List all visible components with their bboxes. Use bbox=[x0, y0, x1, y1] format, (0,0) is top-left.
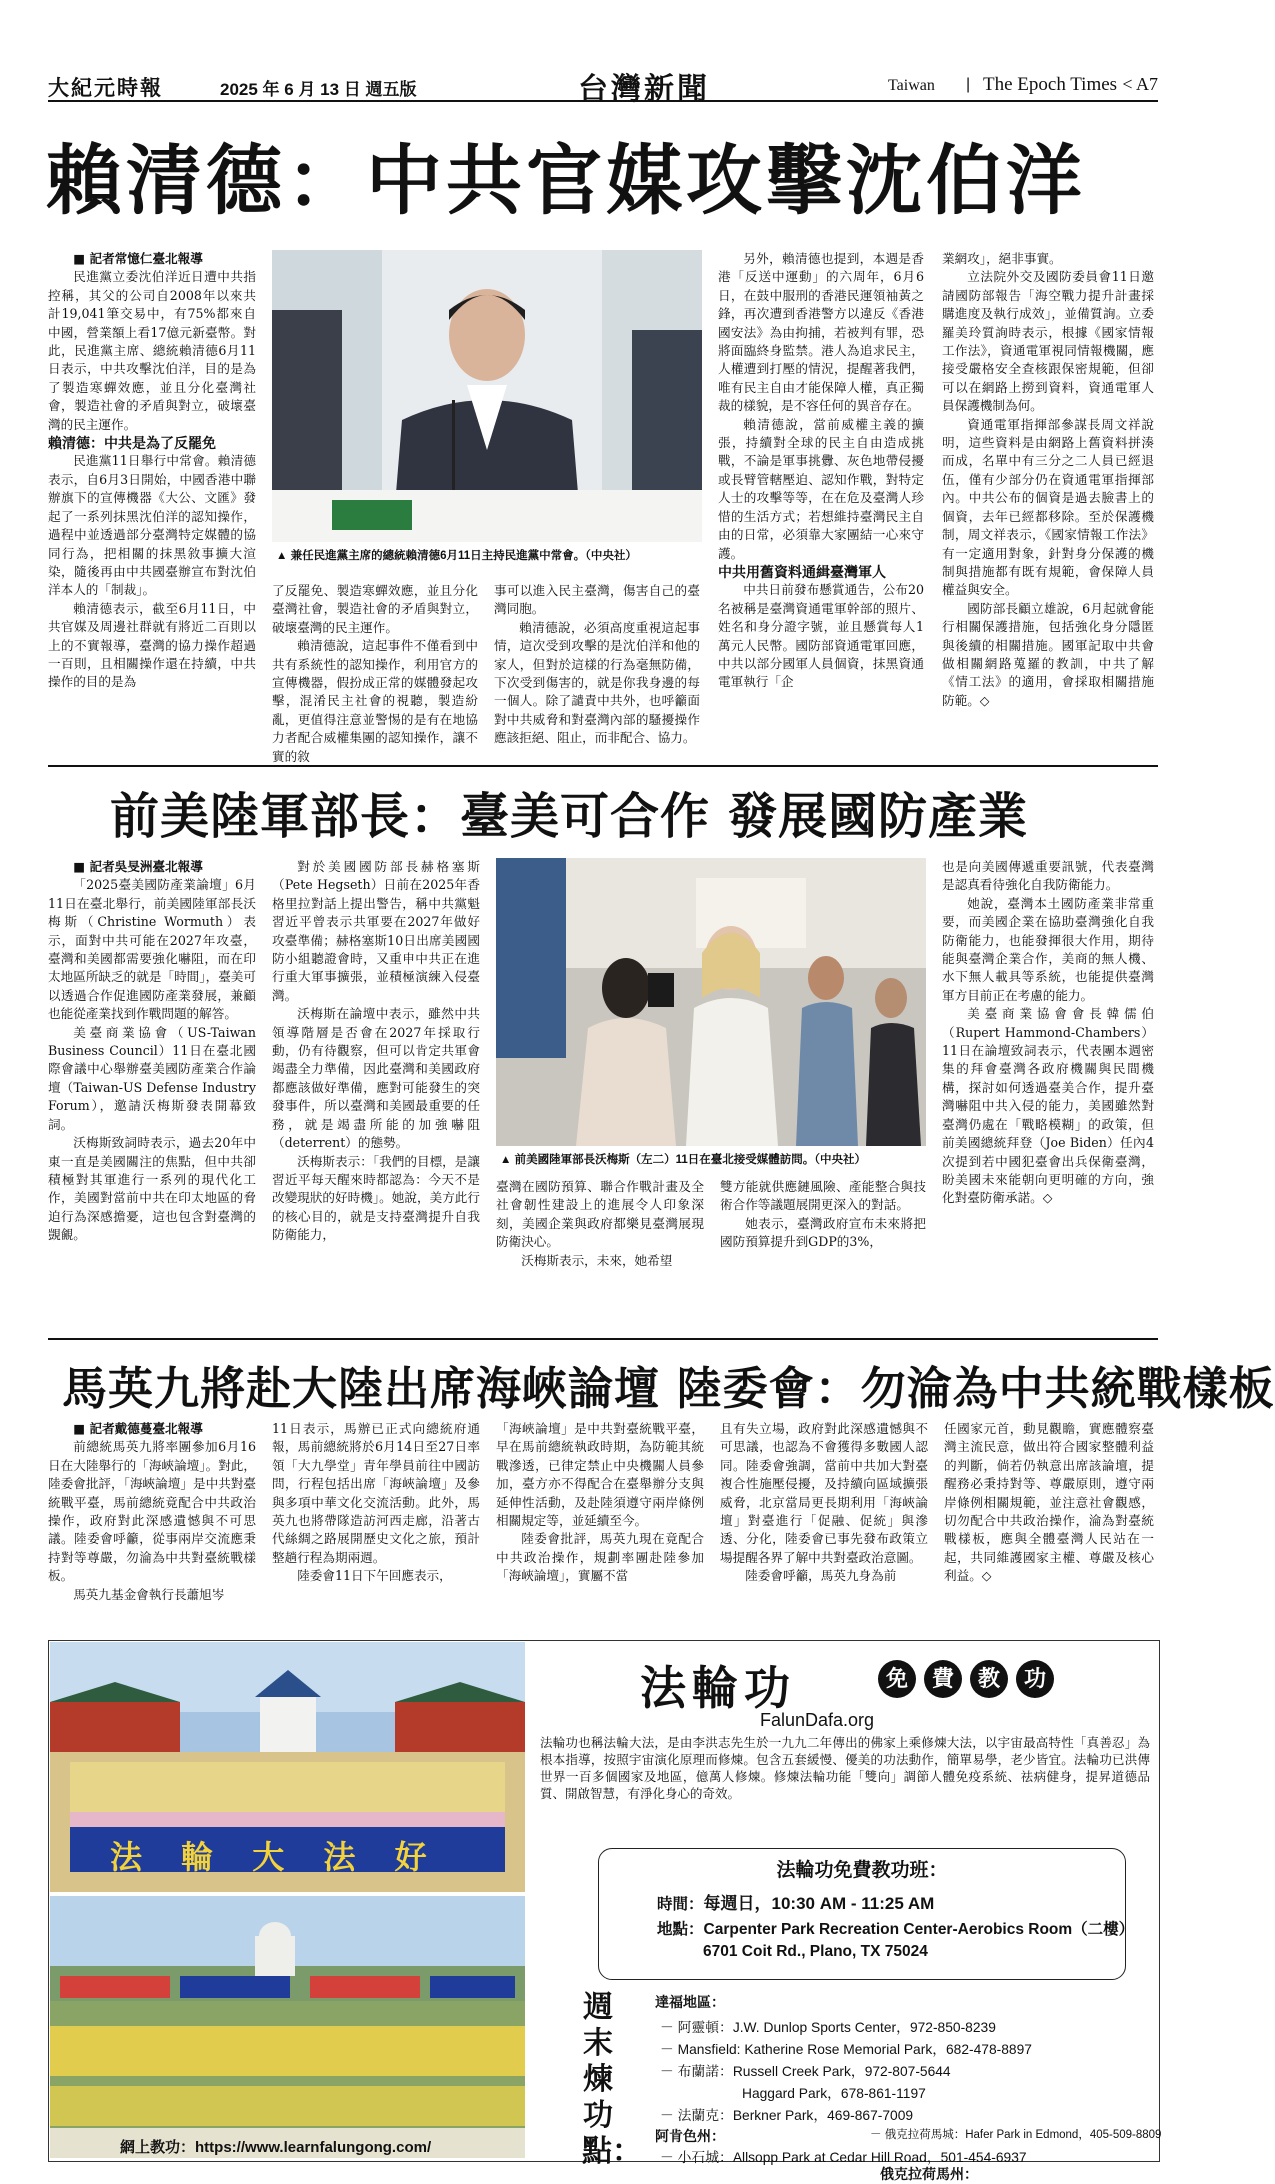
article3-col4 bbox=[720, 1420, 928, 1628]
article1-subhead2: 中共用舊資料通緝臺灣軍人 bbox=[718, 563, 886, 580]
online-class-link[interactable]: 網上教功：https://www.learnfalungong.com/ bbox=[120, 2139, 432, 2156]
article1-col3 bbox=[494, 582, 700, 750]
paragraph: 了反罷免、製造寒蟬效應，並且分化臺灣社會，製造社會的矛盾與對立，破壞臺灣的民主運作。 bbox=[272, 583, 478, 635]
paragraph: 也是向美國傳遞重要訊號，代表臺灣是認真看待強化自我防衛能力。 bbox=[942, 859, 1154, 893]
ad-circle: 功 bbox=[1016, 1660, 1054, 1698]
paragraph: 11日表示，馬辦已正式向總統府通報，馬前總統將於6月14日至27日率領「大九學堂」青年學員前往中國訪問，行程包括出席「海峽論壇」及參與多項中華文化交流活動。此外，馬英九也將帶隊造訪河西走廊，沿著古代絲綢之路展開歷史文化之旅，預計整趟行程為期兩週。 bbox=[272, 1421, 480, 1565]
paragraph: 臺灣在國防預算、聯合作戰計畫及全社會韌性建設上的進展令人印象深刻，美國企業與政府都樂見臺灣展現防衛決心。 bbox=[496, 1179, 704, 1250]
ad-photo-capitol bbox=[50, 1896, 525, 2158]
paragraph: 業網攻」，絕非事實。 bbox=[942, 251, 1062, 266]
paragraph: 且有失立場，政府對此深感遺憾與不可思議，也認為不會獲得多數國人認同。陸委會強調，當前中共加大對臺複合性施壓侵擾，及持續向區域擴張威脅，北京當局更長期利用「海峽論壇」對臺進行「促融、促統」與滲透、分化，陸委會已事先發布政策立場提醒各界了解中共對臺政治意圖。 bbox=[720, 1421, 928, 1565]
article3-byline: ■ 記者戴德蔓臺北報導 bbox=[48, 1420, 256, 1438]
article3-col5 bbox=[944, 1420, 1154, 1628]
masthead bbox=[48, 70, 1158, 107]
practice-location: － 布蘭諾：Russell Creek Park，972-807-5644 bbox=[660, 2064, 951, 2079]
masthead-separator: | bbox=[966, 76, 971, 93]
article1-col4 bbox=[718, 250, 924, 750]
class-address: 6701 Coit Rd., Plano, TX 75024 bbox=[703, 1943, 928, 1960]
class-title: 法輪功免費教功班： bbox=[776, 1860, 948, 1881]
article1-col2 bbox=[272, 582, 478, 764]
practice-location: － Mansfield: Katherine Rose Memorial Park，682-478-8897 bbox=[660, 2042, 1032, 2057]
ad-circle: 費 bbox=[924, 1660, 962, 1698]
paragraph: 沃梅斯表示，未來，她希望 bbox=[521, 1252, 673, 1268]
president-meeting-photo bbox=[272, 250, 702, 542]
paragraph: 任國家元首，動見觀瞻，實應體察臺灣主流民意，做出符合國家整體利益的判斷，倘若仍執意出席該論壇，提醒務必秉持對等、尊嚴原則，遵守兩岸條例相關規範，並注意社會觀感，切勿配合中共政治操作，淪為對臺統戰樣板，應與全體臺灣人民站在一起，共同維護國家主權、尊嚴及核心利益。◇ bbox=[944, 1421, 1154, 1584]
paragraph: 賴清德說，當前威權主義的擴張，持續對全球的民主自由造成挑戰，不論是軍事挑釁、灰色地帶侵擾或長臂管轄壓迫、認知作戰，對特定人士的攻擊等等，在在危及臺灣人珍惜的生活方式；若想維持臺灣民主自由的日常，必須靠大家團結一心來守護。 bbox=[718, 416, 924, 561]
paragraph: 立法院外交及國防委員會11日邀請國防部報告「海空戰力提升計畫採購進度及執行成效」，並備質詢。立委羅美玲質詢時表示，根據《國家情報工作法》，資通電軍視同情報機關，應接受嚴格安全查核跟保密規範，但卻可以在網路上撈到資料，資通電軍人員保護機制為何。 bbox=[942, 269, 1154, 414]
practice-location: － 阿靈頓：J.W. Dunlop Sports Center，972-850-8239 bbox=[660, 2020, 996, 2035]
paragraph: 資通電軍指揮部參謀長周文祥說明，這些資料是由網路上舊資料拼湊而成，名單中有三分之二人員已經退伍，僅有少部分仍在資通電軍指揮部內。中共公布的個資是過去臉書上的個資，去年已經都移除。至於保護機制，周文祥表示，《國家情報工作法》有一定適用對象，針對身分保護的機制與措施都有既有規範，會保障人員權益與安全。 bbox=[942, 416, 1154, 598]
paragraph: 對於美國國防部長赫格塞斯（Pete Hegseth）日前在2025年香格里拉對話上提出警告，稱中共黨魁習近平曾表示共軍要在2027年做好攻臺準備；赫格塞斯10日出席美國國防小組聽證會時，又重申中共正在進行重大軍事擴張，並積極演練入侵臺灣。 bbox=[272, 859, 480, 1003]
region-arkansas: 阿肯色州： bbox=[655, 2128, 725, 2144]
capitol-exercise-photo bbox=[50, 1896, 525, 2158]
article2-col5 bbox=[942, 858, 1154, 1318]
ad-url[interactable]: FalunDafa.org bbox=[760, 1710, 875, 1730]
article1-photo-caption: ▲ 兼任民進黨主席的總統賴清德6月11日主持民進黨中常會。（中央社） bbox=[276, 550, 637, 562]
article1-subhead1: 賴清德：中共是為了反罷免 bbox=[48, 435, 216, 452]
page-number: < A7 bbox=[1122, 74, 1158, 94]
section-title: 台灣新聞 bbox=[578, 72, 710, 107]
paragraph: 「2025臺美國防產業論壇」6月11日在臺北舉行，前美國陸軍部長沃梅斯（Christine Wormuth）表示，面對中共可能在2027年攻臺，臺灣和美國都需要強化嚇阻，而在印太地區所缺乏的就是「時間」，臺美可以透過合作促進國防產業發展，兼顧也能從產業找到作戰問題的解答。 bbox=[48, 877, 256, 1022]
paragraph: 沃梅斯致詞時表示，過去20年中東一直是美國關注的焦點，但中共卻積極對其軍進行一系列的現代化工作，美國對當前中共在印太地區的脅迫行為深感擔憂，這也包含對臺灣的覬覦。 bbox=[48, 1135, 256, 1243]
class-place: 地點：Carpenter Park Recreation Center-Aerobics Room（二樓） bbox=[657, 1921, 1135, 1938]
paragraph: 民進黨11日舉行中常會。賴清德表示，自6月3日開始，中國香港中聯辦旗下的宣傳機器《大公、文匯》發起了一系列抹黑沈伯洋的認知操作，過程中並透過部分臺灣特定媒體的協同行為，把相關的抹黑敘事擴大渲染，隨後再由中共國臺辦宣布對沈伯洋本人的「制裁」。 bbox=[48, 453, 256, 598]
paragraph: 賴清德表示，截至6月11日，中共官媒及周邊社群就有將近二百則以上的不實報導，臺灣的協力操作超過一百則，且相關操作還在持續，中共操作的目的是為 bbox=[48, 600, 256, 690]
article1-byline: ■ 記者常憶仁臺北報導 bbox=[48, 250, 256, 268]
article2-byline: ■ 記者吳旻洲臺北報導 bbox=[48, 858, 256, 876]
paragraph: 中共日前發布懸賞通告，公布20名被稱是臺灣資通電軍幹部的照片、姓名和身分證字號，並且懸賞每人1萬元人民幣。國防部資通電軍回應，中共以部分國軍人員個資，抹黑資通電軍執行「企 bbox=[718, 582, 924, 690]
practice-location: － 法蘭克：Berkner Park，469-867-7009 bbox=[660, 2108, 914, 2123]
paragraph: 雙方能就供應鏈風險、產能整合與技術合作等議題展開更深入的對話。 bbox=[720, 1179, 926, 1213]
article3-col3 bbox=[496, 1420, 704, 1628]
article2-headline: 前美陸軍部長：臺美可合作 發展國防產業 bbox=[110, 787, 1029, 845]
article1-col5 bbox=[942, 250, 1154, 750]
paragraph: 事可以進入民主臺灣，傷害自己的臺灣同胞。 bbox=[494, 583, 700, 617]
ad-banner-text: 法 輪 大 法 好 bbox=[110, 1838, 441, 1876]
paragraph: 陸委會批評，馬英九現在竟配合中共政治操作，規劃率團赴陸參加「海峽論壇」，實屬不當 bbox=[496, 1531, 704, 1584]
ad-title: 法輪功 bbox=[640, 1661, 796, 1715]
paragraph: 賴清德說，這起事件不僅看到中共有系統性的認知操作，利用官方的宣傳機器，假扮成正常的媒體發起攻擊，混淆民主社會的視聽，製造紛亂，更值得注意並警惕的是有在地協力者配合威權集團的認知操作，讓不實的敘 bbox=[272, 638, 478, 764]
paragraph: 她說，臺灣本土國防產業非常重要，而美國企業在協助臺灣強化自我防衛能力，也能發揮很大作用，期待能與臺灣企業合作，美商的無人機、水下無人載具等系統，也能提供臺灣軍方目前正在考慮的能力。 bbox=[942, 895, 1154, 1003]
divider bbox=[48, 1338, 1158, 1340]
paragraph: 美臺商業協會（US-Taiwan Business Council）11日在臺北國際會議中心舉辦臺美國防產業合作論壇（Taiwan-US Defense Industry Forum），邀請沃梅斯發表開幕致詞。 bbox=[48, 1024, 256, 1132]
paragraph: 「海峽論壇」是中共對臺統戰平臺，早在馬前總統執政時期，為防範其統戰滲透，已律定禁止中央機關人員參加，臺方亦不得配合在臺舉辦分支與延伸性活動，及赴陸須遵守兩岸條例相關規定等，並延續至今。 bbox=[496, 1421, 704, 1529]
ad-circle: 教 bbox=[970, 1660, 1008, 1698]
article2-col2 bbox=[272, 858, 480, 1318]
paragraph: 沃梅斯表示：「我們的目標，是讓習近平每天醒來時都認為：今天不是改變現狀的好時機」。她說，美方此行的核心目的，就是支持臺灣提升自我防衛能力， bbox=[272, 1153, 480, 1243]
paragraph: 她表示，臺灣政府宣布未來將把國防預算提升到GDP的3%， bbox=[720, 1215, 926, 1250]
issue-date: 2025 年 6 月 13 日 週五版 bbox=[220, 80, 417, 99]
ad-circle: 免 bbox=[878, 1660, 916, 1698]
article2-col4 bbox=[720, 1178, 926, 1318]
interview-photo bbox=[496, 858, 926, 1146]
chevron-left-icon: < bbox=[1122, 74, 1133, 94]
divider bbox=[48, 765, 1158, 767]
paragraph: 賴清德說，必須高度重視這起事情，這次受到攻擊的是沈伯洋和他的家人，但對於這樣的行為毫無防備，下次受到傷害的，就是你我身邊的每一個人。除了譴責中共外，也呼籲面對中共威脅和對臺灣內部的騷擾操作應該拒絕、阻止，而非配合、協力。 bbox=[494, 619, 700, 746]
paragraph: 前總統馬英九將率團參加6月16日在大陸舉行的「海峽論壇」。對此，陸委會批評，「海峽論壇」是中共對臺統戰平臺，馬前總統竟配合中共政治操作，政府對此深感遺憾與不可思議。陸委會呼籲，從事兩岸交流應秉持對等尊嚴，勿淪為中共對臺統戰樣板。 bbox=[48, 1439, 256, 1584]
practice-location: － 俄克拉荷馬城：Hafer Park in Edmond，405-509-8809 bbox=[870, 2129, 1162, 2141]
article2-photo-caption: ▲ 前美國陸軍部長沃梅斯（左二）11日在臺北接受媒體訪問。（中央社） bbox=[500, 1154, 866, 1166]
paragraph: 馬英九基金會執行長蕭旭岑 bbox=[73, 1586, 225, 1602]
article2-col3 bbox=[496, 1178, 704, 1318]
paragraph: 國防部長顧立雄說，6月起就會能行相關保護措施，包括強化身分隱匿與後續的相關措施。國軍記取中共會做相關網路蒐羅的教訓，中共了解《情工法》的適用，會採取相關措施防範。◇ bbox=[942, 600, 1154, 708]
ad-description: 法輪功也稱法輪大法，是由李洪志先生於一九九二年傳出的佛家上乘修煉大法，以宇宙最高特性「真善忍」為根本指導，按照宇宙演化原理而修煉。包含五套緩慢、優美的功法動作，簡單易學，老少皆宜。法輪功已洪傳世界一百多個國家及地區，億萬人修煉。修煉法輪功能「雙向」調節人體免疫系統、祛病健身，提昇道德品質、開啟智慧，有淨化身心的奇效。 bbox=[540, 1735, 1150, 1801]
paragraph: 另外，賴清德也提到，本週是香港「反送中運動」的六周年，6月6日，在鼓中服刑的香港民運領袖黃之鋒，再次遭到香港警方以違反《香港國安法》為由拘捕，若被判有罪，恐將面臨終身監禁。港人為追求民主，人權遭到打壓的情況，提醒著我們，唯有民主自由才能保障人權，真正獨裁的樣貌，是不容任何的異音存在。 bbox=[718, 251, 924, 414]
article3-col1 bbox=[48, 1420, 256, 1628]
article1-headline: 賴清德：中共官媒攻擊沈伯洋 bbox=[46, 136, 1086, 225]
article2-photo bbox=[496, 858, 926, 1146]
class-time: 時間：每週日，10:30 AM - 11:25 AM bbox=[657, 1894, 935, 1913]
paragraph: 民進黨立委沈伯洋近日遭中共指控稱，其父的公司自2008年以來共計19,041筆交易中，有75%都來自中國，營業額上看17億元新臺幣。對此，民進黨主席、總統賴清德6月11日表示，中共攻擊沈伯洋，目的是為了製造寒蟬效應，並且分化臺灣社會，製造社會的矛盾與對立，破壞臺灣的民主運作。 bbox=[48, 269, 256, 432]
practice-location: Haggard Park，678-861-1197 bbox=[742, 2086, 926, 2101]
weekend-practice-label: 週末煉功點： bbox=[582, 1990, 642, 2169]
article3-headline: 馬英九將赴大陸出席海峽論壇 陸委會：勿淪為中共統戰樣板 bbox=[62, 1362, 1275, 1415]
paragraph: 沃梅斯在論壇中表示，雖然中共領導階層是否會在2027年採取行動，仍有待觀察，但可以肯定共軍會竭盡全力準備，因此臺灣和美國政府都應該做好準備，應對可能發生的突發事件，所以臺灣和美國最重要的任務，就是竭盡所能的加強嚇阻（deterrent）的態勢。 bbox=[272, 1006, 480, 1151]
paragraph: 陸委會11日下午回應表示， bbox=[297, 1568, 452, 1584]
paper-name: 大紀元時報 bbox=[48, 75, 163, 100]
free-class-box bbox=[598, 1848, 1135, 1980]
section-region: Taiwan bbox=[888, 77, 935, 94]
paragraph: 陸委會呼籲，馬英九身為前 bbox=[745, 1568, 897, 1584]
paragraph: 美臺商業協會會長韓儒伯（Rupert Hammond-Chambers）11日在論壇致詞表示，代表團本週密集的拜會臺灣各政府機關與民間機構，探討如何透過臺美合作，提升臺灣嚇阻中共入侵的能力，美國雖然對臺灣仍處在「戰略模糊」的政策，但前美國總統拜登（Joe Biden）任內4次提到若中國犯臺會出兵保衛臺灣，盼美國未來能朝向更明確的方向，強化對臺防衛承諾。◇ bbox=[942, 1006, 1154, 1206]
practice-location: － 小石城：Allsopp Park at Cedar Hill Road，501-454-6937 bbox=[660, 2150, 1027, 2165]
region-dfw: 達福地區： bbox=[655, 1994, 725, 2010]
article3-col2 bbox=[272, 1420, 480, 1628]
article1-col1 bbox=[48, 250, 256, 750]
brand-name: The Epoch Times bbox=[983, 74, 1118, 95]
article1-photo bbox=[272, 250, 702, 542]
region-oklahoma: 俄克拉荷馬州： bbox=[880, 2166, 978, 2182]
article2-col1 bbox=[48, 858, 256, 1318]
